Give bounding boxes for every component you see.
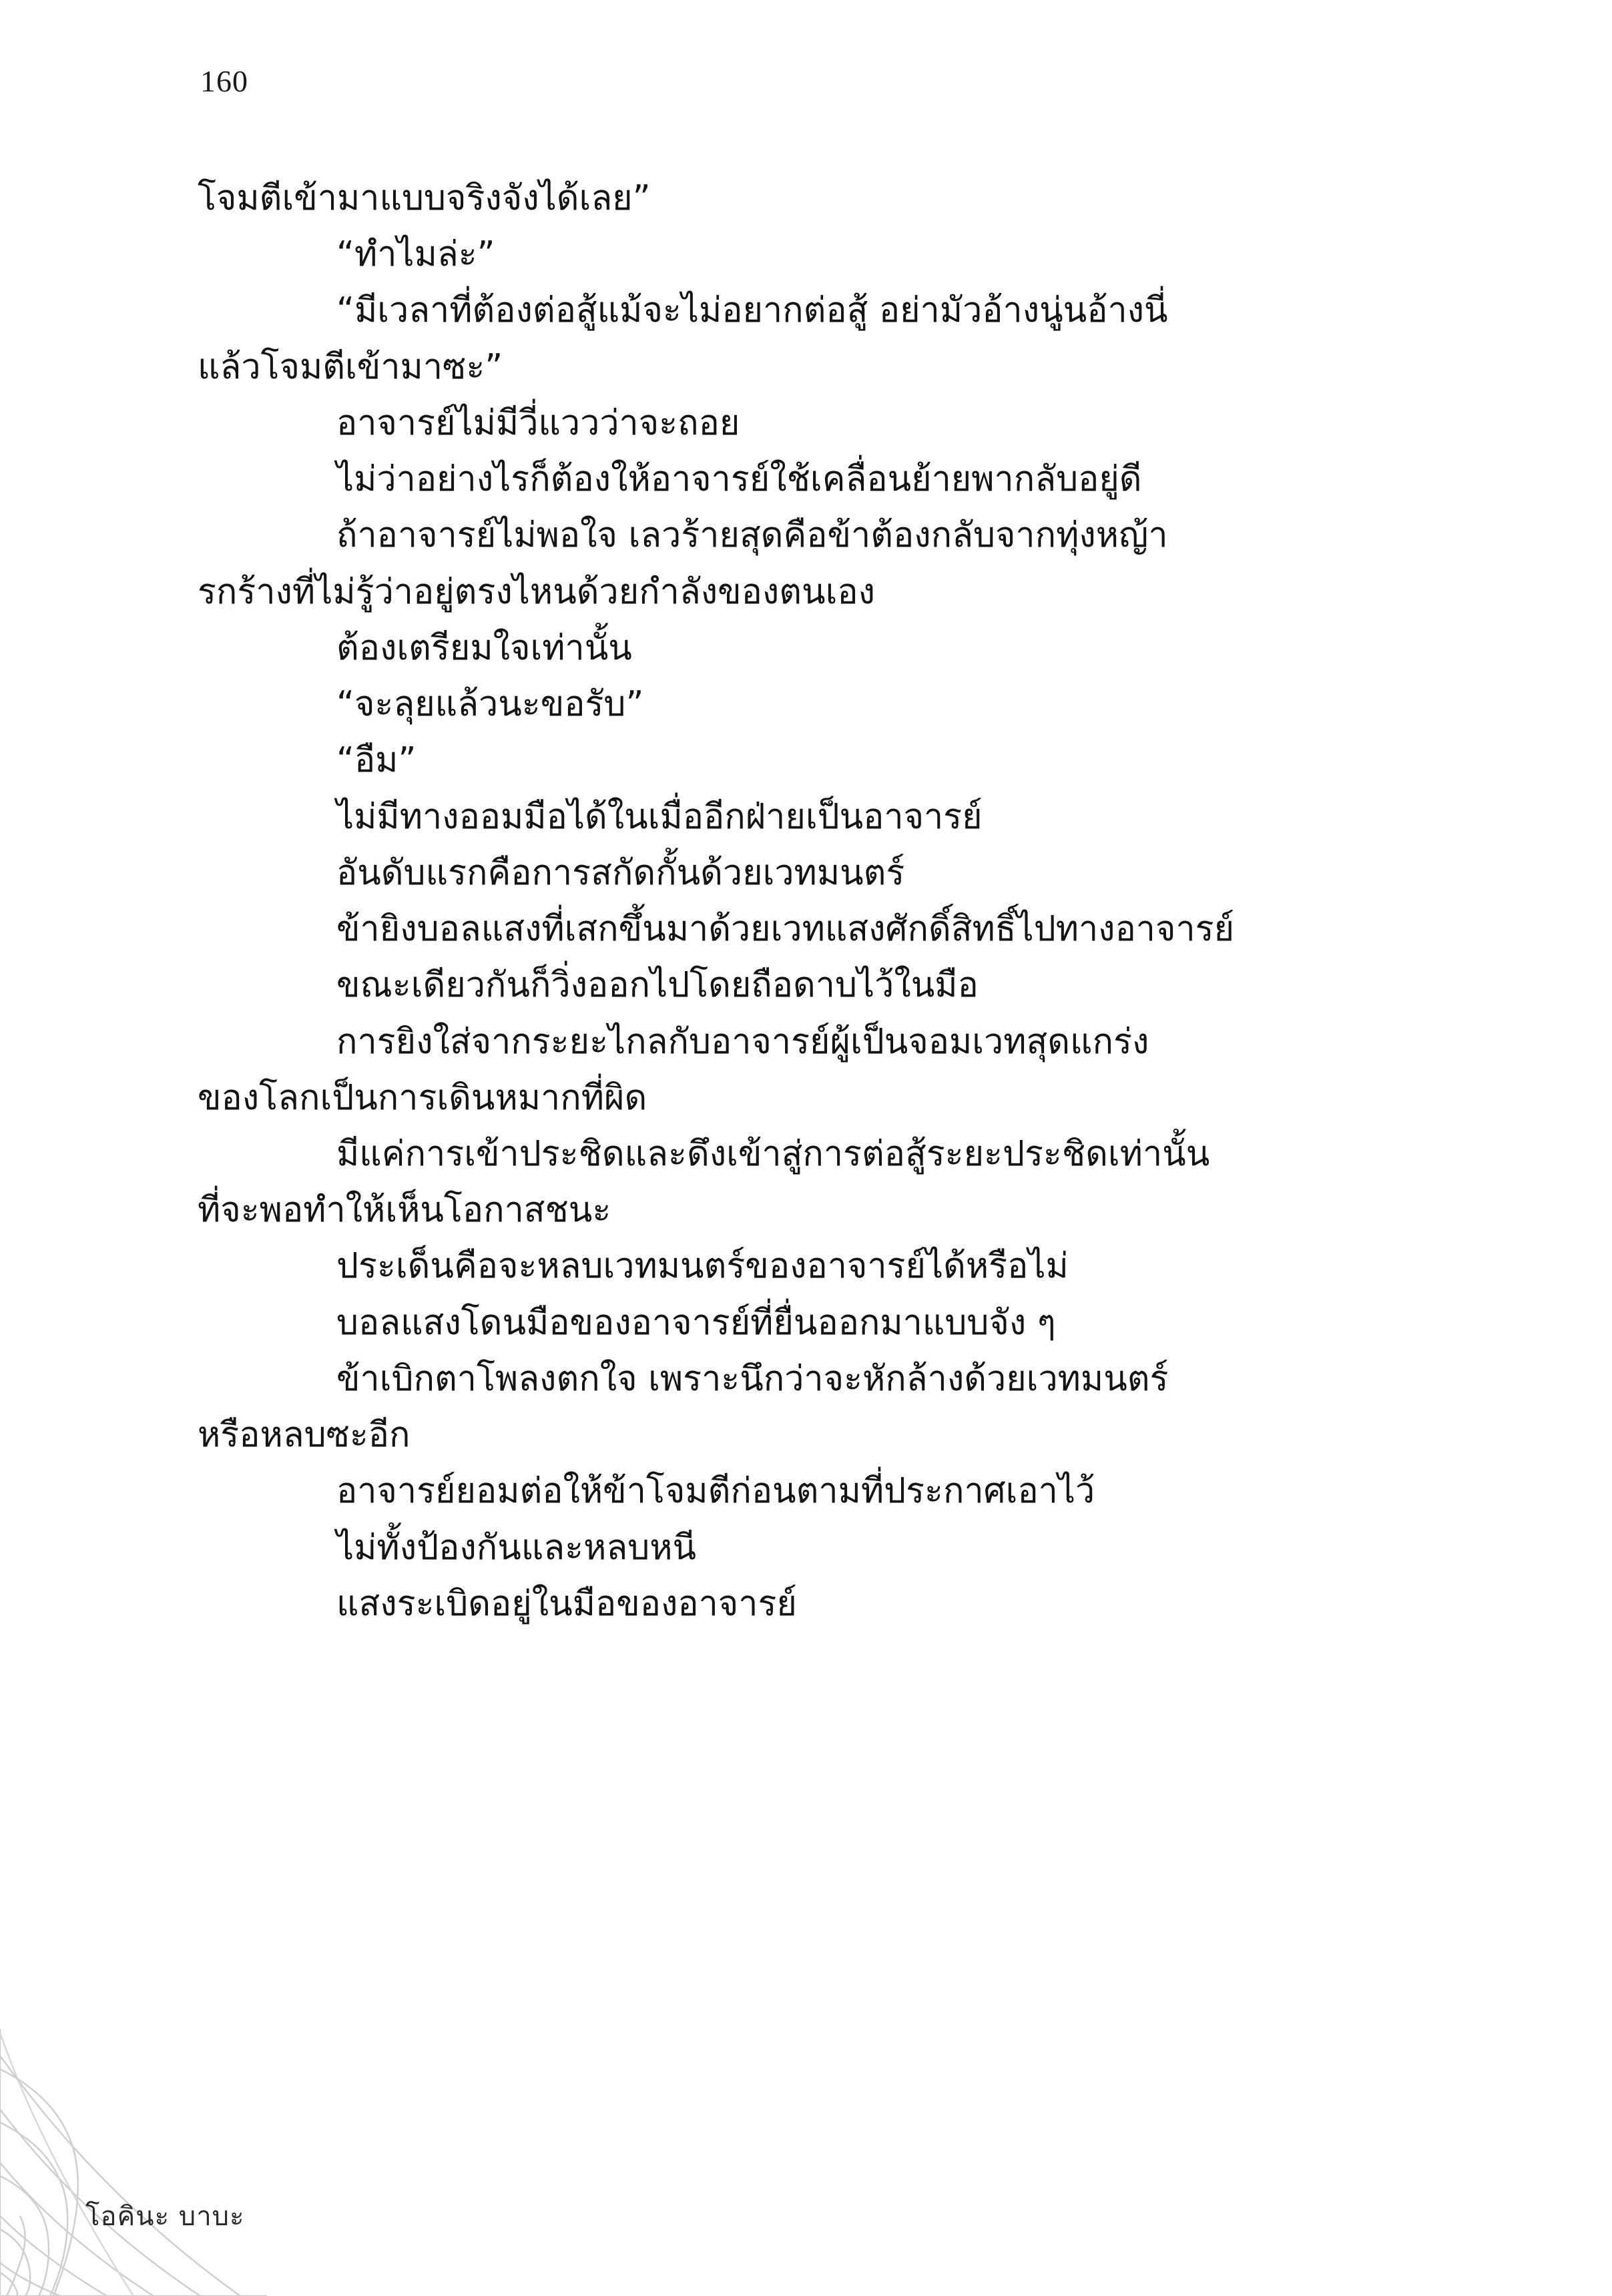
- page-number: 160: [200, 64, 248, 98]
- body-paragraph: ข้ายิงบอลแสงที่เสกขึ้นมาด้วยเวทแสงศักดิ์สิทธิ์ไปทางอาจารย์: [336, 909, 1235, 950]
- body-paragraph: ไม่มีทางออมมือได้ในเมื่ออีกฝ่ายเป็นอาจารย์: [336, 796, 983, 837]
- body-paragraph: ต้องเตรียมใจเท่านั้น: [336, 627, 632, 668]
- body-paragraph: รกร้างที่ไม่รู้ว่าอยู่ตรงไหนด้วยกำลังของตนเอง: [198, 571, 875, 612]
- body-paragraph: หรือหลบซะอีก: [198, 1415, 411, 1456]
- body-paragraph: อาจารย์ไม่มีวี่แววว่าจะถอย: [336, 402, 740, 443]
- body-paragraph: ไม่ว่าอย่างไรก็ต้องให้อาจารย์ใช้เคลื่อนย้ายพากลับอยู่ดี: [336, 459, 1142, 500]
- body-paragraph: ประเด็นคือจะหลบเวทมนตร์ของอาจารย์ได้หรือไม่: [336, 1246, 1069, 1287]
- body-paragraph: อาจารย์ยอมต่อให้ข้าโจมตีก่อนตามที่ประกาศเอาไว้: [336, 1471, 1095, 1512]
- body-paragraph: ขณะเดียวกันก็วิ่งออกไปโดยถือดาบไว้ในมือ: [336, 965, 979, 1006]
- body-paragraph: อันดับแรกคือการสกัดกั้นด้วยเวทมนตร์: [336, 852, 905, 893]
- body-paragraph: “ทำไมล่ะ”: [336, 234, 495, 275]
- body-paragraph: “มีเวลาที่ต้องต่อสู้แม้จะไม่อยากต่อสู้ อย่ามัวอ้างนู่นอ้างนี่: [336, 290, 1168, 331]
- body-paragraph: ของโลกเป็นการเดินหมากที่ผิด: [198, 1077, 647, 1118]
- body-paragraph: โจมตีเข้ามาแบบจริงจังได้เลย”: [198, 178, 651, 218]
- page-body-text: [198, 170, 1419, 1632]
- spiderweb-decoration-icon: [0, 2016, 280, 2296]
- body-paragraph: การยิงใส่จากระยะไกลกับอาจารย์ผู้เป็นจอมเวทสุดแกร่ง: [336, 1021, 1149, 1062]
- body-paragraph: ข้าเบิกตาโพลงตกใจ เพราะนึกว่าจะหักล้างด้วยเวทมนตร์: [336, 1358, 1169, 1399]
- body-paragraph: ที่จะพอทำให้เห็นโอกาสชนะ: [198, 1190, 611, 1231]
- body-paragraph: ไม่ทั้งป้องกันและหลบหนี: [336, 1527, 697, 1568]
- body-paragraph: ถ้าอาจารย์ไม่พอใจ เลวร้ายสุดคือข้าต้องกลับจากทุ่งหญ้า: [336, 515, 1168, 556]
- body-paragraph: แสงระเบิดอยู่ในมือของอาจารย์: [336, 1583, 797, 1624]
- body-paragraph: บอลแสงโดนมือของอาจารย์ที่ยื่นออกมาแบบจัง ๆ: [336, 1302, 1056, 1343]
- body-paragraph: “อืม”: [336, 740, 417, 781]
- body-paragraph: แล้วโจมตีเข้ามาซะ”: [198, 346, 503, 387]
- body-paragraph: “จะลุยแล้วนะขอรับ”: [336, 684, 644, 725]
- footer-author-label: โอคินะ บาบะ: [85, 2201, 245, 2232]
- body-paragraph: มีแค่การเข้าประชิดและดึงเข้าสู่การต่อสู้ระยะประชิดเท่านั้น: [336, 1133, 1210, 1174]
